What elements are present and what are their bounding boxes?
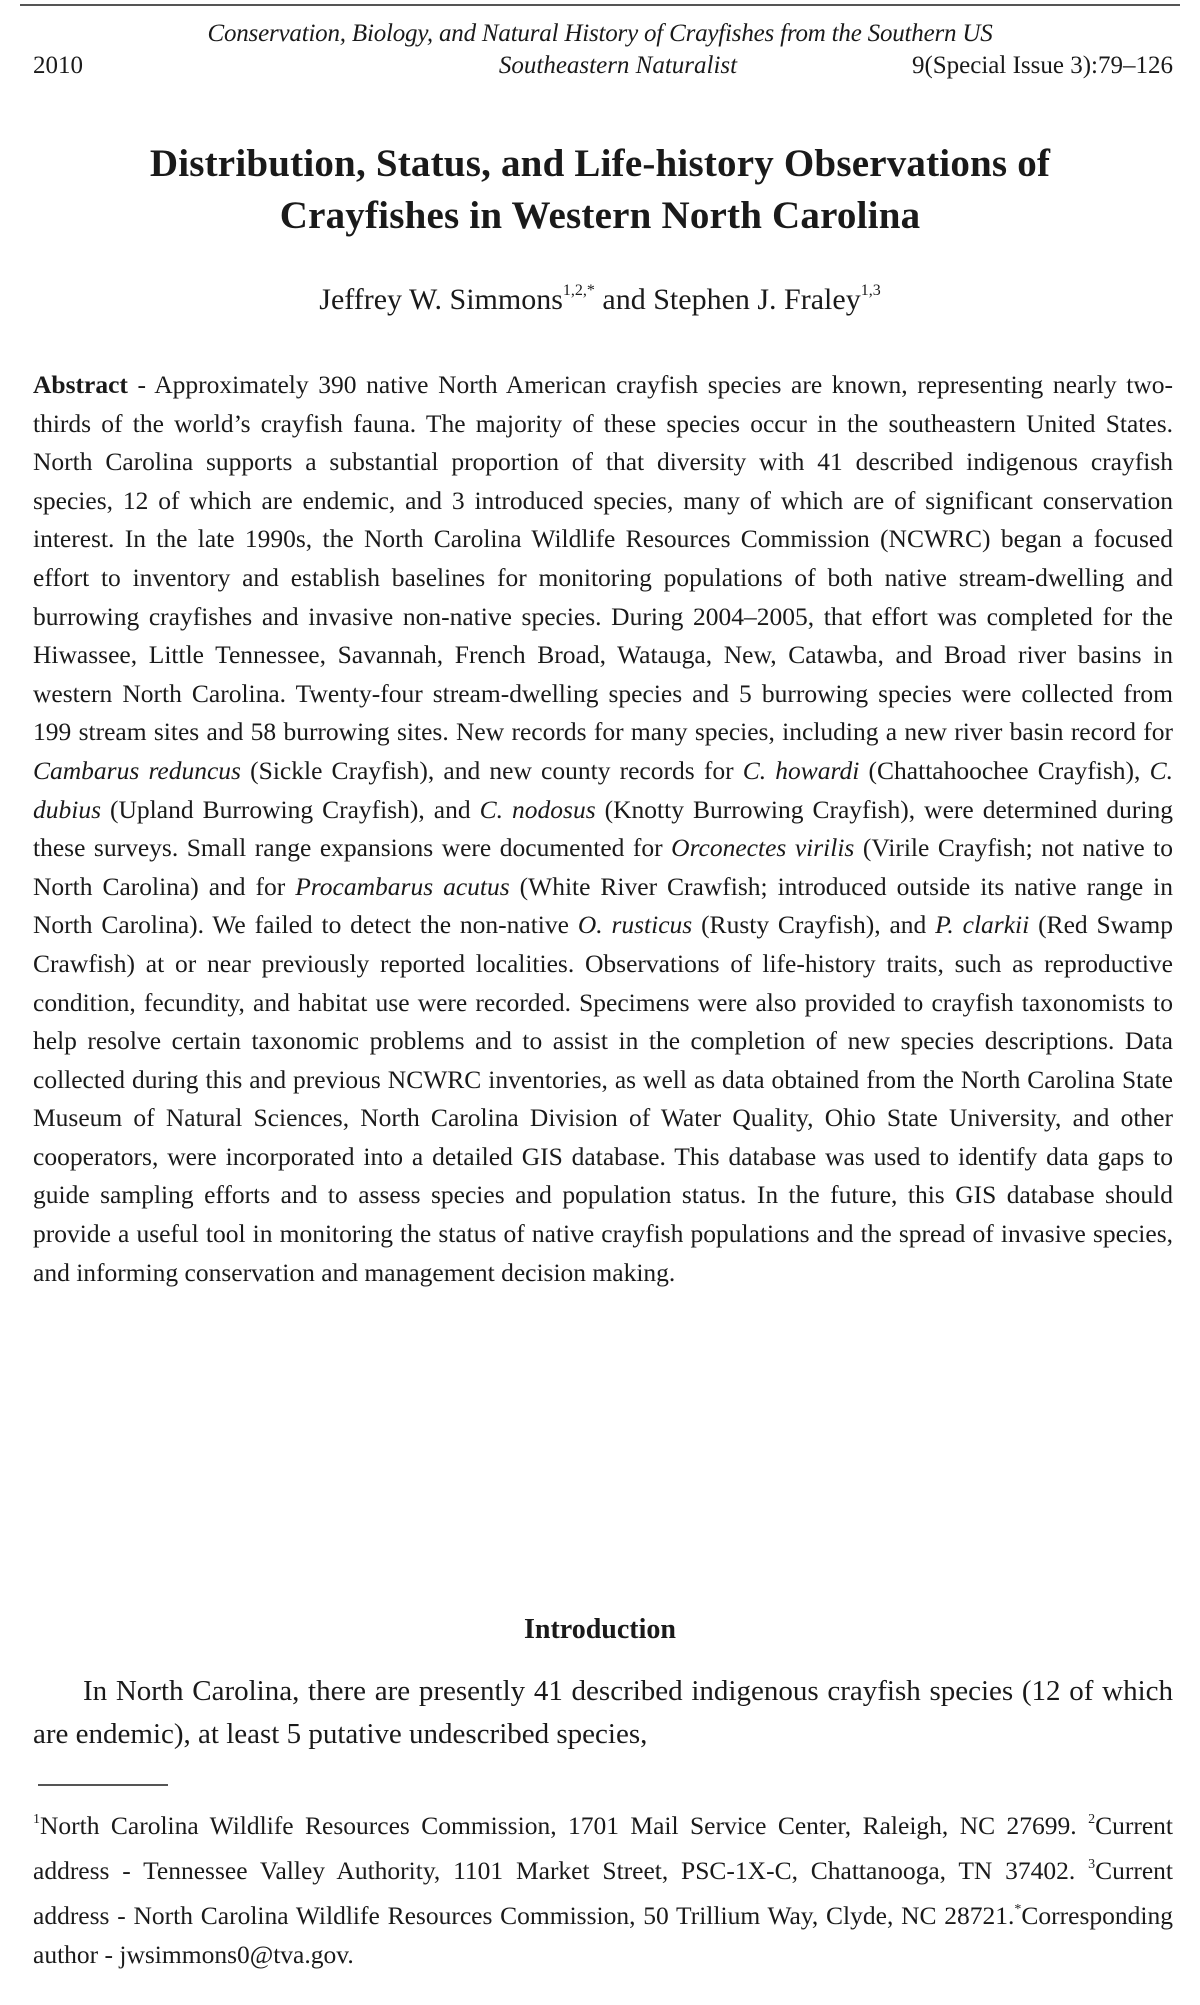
abstract-text: (Red Swamp Crawfish) at or near previously reported localities. Observations of life-history traits, such as reproductive condition, fecundity, and habitat use were recorded. Specimens were also provided to crayfish taxonomists to help resolve certain taxonomic problems and to assist in the completion of new species descriptions. Data collected during this and previous NCWRC inventories, as well as data obtained from the North Carolina State Museum of Natural Sciences, North Carolina Division of Water Quality, Ohio State University, and other cooperators, were incorporated into a detailed GIS database. This database was used to identify data gaps to guide sampling efforts and to assess species and population status. In the future, this GIS database should provide a useful tool in monitoring the status of native crayfish populations and the spread of invasive species, and informing conservation and management decision making. — [33, 910, 1173, 1287]
species-name: Procambarus acutus — [295, 871, 510, 901]
abstract-separator: - — [127, 370, 155, 399]
abstract-text: (Rusty Crayfish), and — [692, 910, 936, 940]
title-line-1: Distribution, Status, and Life-history Observations of — [149, 142, 1051, 185]
species-name: Orconectes virilis — [671, 833, 855, 863]
species-name: C. howardi — [742, 755, 860, 785]
article-title — [0, 138, 1200, 242]
author-name: Jeffrey W. Simmons — [319, 283, 563, 316]
abstract-text: (Virile Crayfish; not native to North Carolina) and for — [33, 833, 1173, 901]
introduction-text: In North Carolina, there are presently 41 described indigenous crayfish species (12 of which are endemic), at least 5 putative undescribed species, — [33, 1675, 1173, 1750]
introduction-paragraph — [33, 1670, 1173, 1756]
author-affiliation: 1,2,* — [562, 282, 595, 299]
abstract — [33, 366, 1173, 1292]
journal-header — [33, 52, 1173, 82]
footnotes — [33, 1800, 1173, 1974]
abstract-text: Approximately 390 native North American crayfish species are known, representing nearly two-thirds of the world’s crayfish fauna. The majority of these species occur in the southeastern United States. North Carolina supports a substantial proportion of that diversity with 41 described indigenous crayfish species, 12 of which are endemic, and 3 introduced species, many of which are of significant conservation interest. In the late 1990s, the North Carolina Wildlife Resources Commission (NCWRC) began a focused effort to inventory and establish baselines for monitoring populations of both native stream-dwelling and burrowing crayfishes and invasive non-native species. During 2004–2005, that effort was completed for the Hiwassee, Little Tennessee, Savannah, French Broad, Watauga, New, Catawba, and Broad river basins in western North Carolina. Twenty-four stream-dwelling species and 5 burrowing species were collected from 199 stream sites and 58 burrowing sites. New records for many species, including a new river basin record for — [33, 370, 1173, 747]
footnote-text: Corresponding author - jwsimmons0@tva.gov. — [33, 1901, 1173, 1969]
publication-year: 2010 — [33, 52, 83, 79]
author-name: Stephen J. Fraley — [653, 283, 861, 316]
footnote-mark: * — [1014, 1902, 1022, 1917]
author-list — [0, 282, 1200, 317]
abstract-body — [33, 370, 1173, 1287]
journal-name: Southeastern Naturalist — [498, 52, 738, 79]
abstract-text: (Knotty Burrowing Crayfish), were determined during these surveys. Small range expansions were documented for — [33, 794, 1174, 863]
section-heading-introduction: Introduction — [524, 1614, 676, 1645]
species-name: C. nodosus — [479, 794, 596, 824]
footnote-mark: 1 — [33, 1812, 40, 1827]
species-name: Cambarus reduncus — [33, 755, 241, 785]
species-name: P. clarkii — [935, 910, 1030, 940]
running-title: Conservation, Biology, and Natural History of Crayfishes from the Southern US — [207, 20, 993, 47]
volume-pages: 9(Special Issue 3):79–126 — [911, 52, 1173, 79]
abstract-text: (Chattahoochee Crayfish), — [859, 755, 1150, 785]
author-affiliation: 1,3 — [860, 282, 881, 299]
footnote-text: Current address - Tennessee Valley Authority, 1101 Market Street, PSC-1X-C, Chattanooga, TN 37402. — [33, 1811, 1173, 1885]
footnote-rule — [38, 1784, 168, 1786]
author-joiner: and — [594, 283, 654, 316]
species-name: C. dubius — [33, 755, 1173, 824]
abstract-text: (Sickle Crayfish), and new county records for — [240, 755, 743, 785]
footnote-mark: 2 — [1088, 1812, 1096, 1827]
top-rule — [20, 4, 1180, 6]
abstract-text: (White River Crawfish; introduced outside its native range in North Carolina). We failed to detect the non-native — [33, 871, 1173, 940]
species-name: O. rusticus — [577, 910, 693, 940]
abstract-text: (Upland Burrowing Crayfish), and — [101, 794, 480, 824]
footnote-text: Current address - North Carolina Wildlife Resources Commission, 50 Trillium Way, Clyde, NC 28721. — [33, 1856, 1173, 1930]
footnote-mark: 3 — [1088, 1857, 1096, 1872]
abstract-label: Abstract — [33, 370, 128, 399]
title-line-2: Crayfishes in Western North Carolina — [279, 194, 921, 237]
footnote-text: North Carolina Wildlife Resources Commission, 1701 Mail Service Center, Raleigh, NC 27699. — [40, 1811, 1089, 1840]
